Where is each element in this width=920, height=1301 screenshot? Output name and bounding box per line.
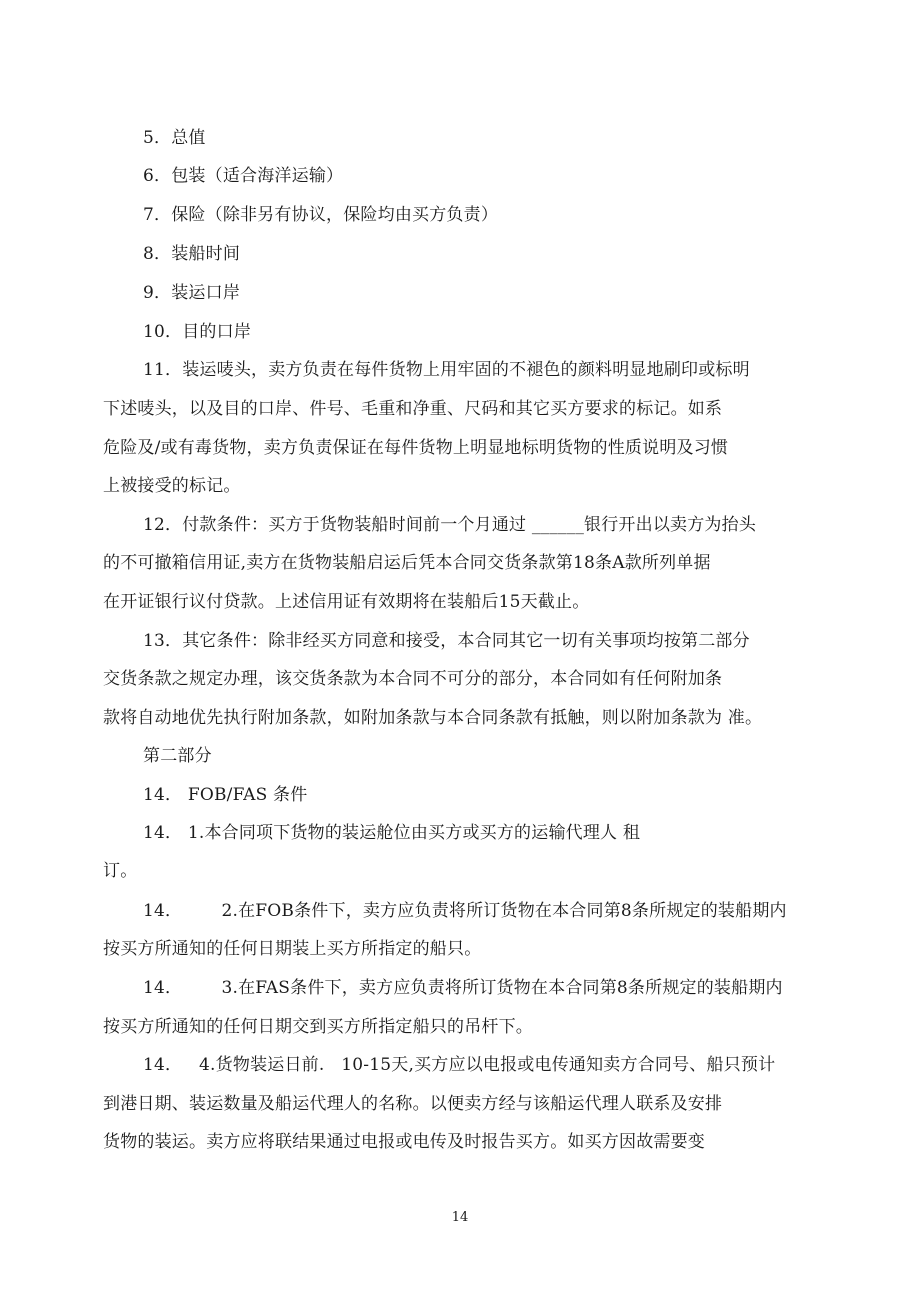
clause-14-2-line-2: 按买方所通知的任何日期装上买方所指定的船只。 [103,939,482,959]
clause-13-line-2: 交货条款之规定办理，该交货条款为本合同不可分的部分，本合同如有任何附加条 [103,669,723,689]
clause-14-heading: 14． FOB/FAS 条件 [143,785,308,805]
clause-14-2-line-1: 14． 2.在FOB条件下，卖方应负责将所订货物在本合同第8条所规定的装船期内 [143,901,787,921]
clause-5-total-value: 5．总值 [143,128,206,148]
part-two-heading: 第二部分 [143,746,212,766]
clause-12-line-1: 12．付款条件：买方于货物装船时间前一个月通过 ______银行开出以卖方为抬头 [143,515,757,535]
clause-10-destination-port: 10．目的口岸 [143,322,252,342]
clause-14-1-line-1: 14． 1.本合同项下货物的装运舱位由买方或买方的运输代理人 租 [143,823,641,843]
clause-11-line-1: 11．装运唛头，卖方负责在每件货物上用牢固的不褪色的颜料明显地刷印或标明 [143,360,750,380]
clause-14-1-line-2: 订。 [103,861,138,881]
clause-9-loading-port: 9．装运口岸 [143,283,241,303]
clause-14-3-line-1: 14． 3.在FAS条件下，卖方应负责将所订货物在本合同第8条所规定的装船期内 [143,978,783,998]
clause-12-line-2: 的不可撤箱信用证,卖方在货物装船启运后凭本合同交货条款第18条A款所列单据 [103,553,711,573]
clause-11-line-3: 危险及/或有毒货物，卖方负责保证在每件货物上明显地标明货物的性质说明及习惯 [103,438,729,458]
clause-14-4-line-3: 货物的装运。卖方应将联结果通过电报或电传及时报告买方。如买方因故需要变 [103,1132,705,1152]
clause-7-insurance: 7．保险（除非另有协议，保险均由买方负责） [143,205,499,225]
clause-8-shipment-time: 8．装船时间 [143,244,241,264]
clause-13-line-3: 款将自动地优先执行附加条款，如附加条款与本合同条款有抵触，则以附加条款为 准。 [103,708,763,728]
clause-6-packing: 6．包装（适合海洋运输） [143,166,344,186]
clause-11-line-4: 上被接受的标记。 [103,476,241,496]
clause-14-3-line-2: 按买方所通知的任何日期交到买方所指定船只的吊杆下。 [103,1017,533,1037]
clause-12-line-3: 在开证银行议付贷款。上述信用证有效期将在装船后15天截止。 [103,592,590,612]
clause-14-4-line-1: 14． 4.货物装运日前. 10-15天,买方应以电报或电传通知卖方合同号、船只预计 [143,1055,776,1075]
clause-13-line-1: 13．其它条件：除非经买方同意和接受，本合同其它一切有关事项均按第二部分 [143,631,750,651]
clause-14-4-line-2: 到港日期、装运数量及船运代理人的名称。以便卖方经与该船运代理人联系及安排 [103,1094,723,1114]
clause-11-line-2: 下述唛头，以及目的口岸、件号、毛重和净重、尺码和其它买方要求的标记。如系 [103,399,723,419]
page-number: 14 [451,1210,469,1225]
